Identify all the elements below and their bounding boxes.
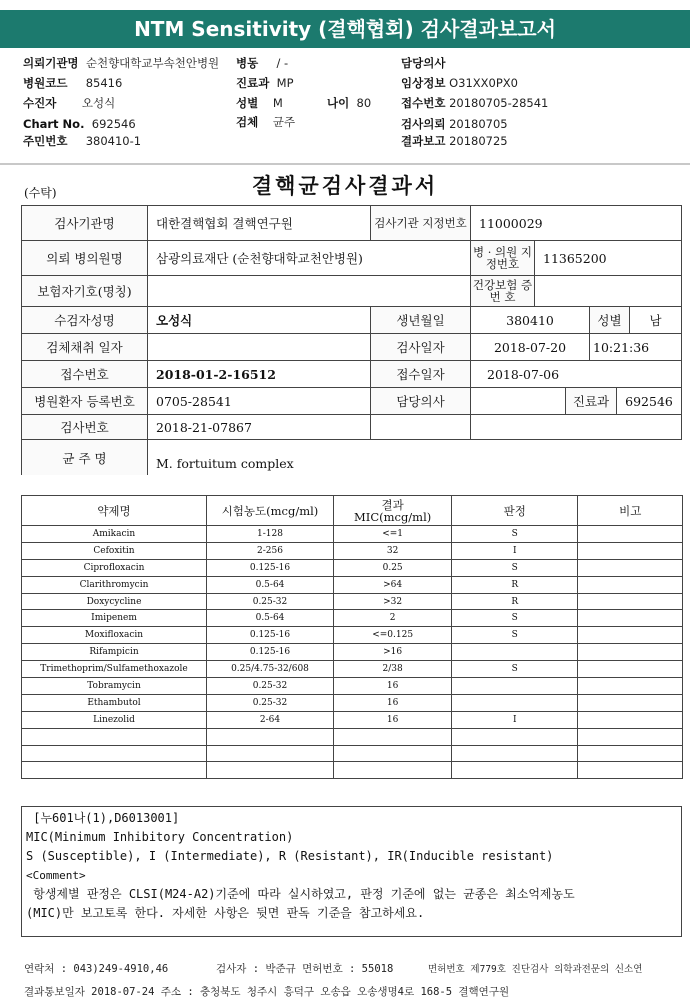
birth-label: 생년월일 [370, 306, 471, 334]
insurer-label: 보험자기호(명칭) [21, 275, 148, 307]
comment-code: [누601나(1),D6013001] [26, 811, 180, 825]
interpretation-cell [452, 745, 578, 762]
concentration-cell: 2-64 [207, 711, 334, 728]
interpretation-cell: S [452, 661, 578, 678]
test-date-label: 검사일자 [370, 333, 471, 361]
table-row [22, 745, 683, 762]
header-field-doctor: 담당의사 [401, 56, 446, 70]
table-row [22, 610, 683, 627]
hospital-value: 삼광의료재단 (순천향대학교천안병원) [147, 240, 471, 276]
mic-cell: <=1 [334, 526, 452, 543]
blank-cell-a [370, 414, 471, 440]
drug-name-cell: Amikacin [22, 526, 207, 543]
mic-cell [334, 728, 452, 745]
drug-name-cell: Moxifloxacin [22, 627, 207, 644]
footer-license: 면허번호 제779호 진단검사 의학과전문의 신소연 [428, 964, 643, 975]
test-time-value: 10:21:36 [589, 333, 682, 361]
col-header-mic: 결과 MIC(mcg/ml) [334, 496, 452, 526]
sex-value: 남 [629, 306, 682, 334]
col-header-remark: 비고 [578, 496, 683, 526]
remark-cell [578, 762, 683, 779]
remark-cell [578, 593, 683, 610]
table-row [22, 661, 683, 678]
mic-cell: <=0.125 [334, 627, 452, 644]
concentration-cell: 2-256 [207, 542, 334, 559]
header-field-chart-no: Chart No. 692546 [23, 117, 136, 131]
remark-cell [578, 627, 683, 644]
interpretation-cell: S [452, 627, 578, 644]
report-title-bar: NTM Sensitivity (결핵협회) 검사결과보고서 [0, 10, 690, 48]
mic-cell: >32 [334, 593, 452, 610]
col-header-interpretation: 판정 [452, 496, 578, 526]
remark-cell [578, 542, 683, 559]
concentration-cell [207, 762, 334, 779]
table-row [22, 627, 683, 644]
interpretation-cell [452, 694, 578, 711]
header-field-ward: 병동 / - [236, 56, 289, 70]
patient-value: 오성식 [147, 306, 371, 334]
footer-examiner: 검사자 : 박준규 면허번호 : 55018 [216, 963, 394, 975]
remark-cell [578, 711, 683, 728]
lab-name-value: 대한결핵협회 결핵연구원 [147, 205, 371, 241]
drug-name-cell: Imipenem [22, 610, 207, 627]
mic-cell [334, 745, 452, 762]
organism-label: 균 주 명 [21, 439, 148, 475]
header-field-age: 나이 80 [327, 96, 372, 110]
table-row [22, 542, 683, 559]
remark-cell [578, 661, 683, 678]
test-date-value: 2018-07-20 [470, 333, 590, 361]
interpretation-cell: I [452, 542, 578, 559]
interpretation-cell: S [452, 610, 578, 627]
table-row [22, 728, 683, 745]
dept-label: 진료과 [565, 387, 617, 415]
header-field-clinical-info: 임상정보 O31XX0PX0 [401, 76, 518, 90]
testno-label: 검사번호 [21, 414, 148, 440]
hospital-label: 의뢰 병의원명 [21, 240, 148, 276]
insurance-no-value [534, 275, 682, 307]
drug-name-cell [22, 728, 207, 745]
comment-note-1: 항생제별 판정은 CLSI(M24-A2)기준에 따라 실시하였고, 판정 기준에 없는 균종은 최소억제농도 [26, 887, 575, 901]
header-field-patient: 수진자 오성식 [23, 96, 116, 110]
collect-date-label: 검체채취 일자 [21, 333, 148, 361]
drug-name-cell: Linezolid [22, 711, 207, 728]
comment-mic-definition: MIC(Minimum Inhibitory Concentration) [26, 830, 294, 844]
remark-cell [578, 728, 683, 745]
birth-value: 380410 [470, 306, 590, 334]
receipt-date-label: 접수일자 [370, 360, 471, 388]
interpretation-cell: R [452, 593, 578, 610]
insurer-value [147, 275, 471, 307]
mic-cell: 2/38 [334, 661, 452, 678]
drug-name-cell [22, 745, 207, 762]
concentration-cell: 0.5-64 [207, 576, 334, 593]
table-row [22, 678, 683, 695]
header-field-request-date: 검사의뢰 20180705 [401, 117, 508, 131]
table-row [22, 559, 683, 576]
mic-cell: 32 [334, 542, 452, 559]
concentration-cell [207, 745, 334, 762]
comment-legend: S (Susceptible), I (Intermediate), R (Resistant), IR(Inducible resistant) [26, 849, 554, 863]
drug-name-cell: Trimethoprim/Sulfamethoxazole [22, 661, 207, 678]
lab-code-value: 11000029 [470, 205, 682, 241]
mic-cell: 16 [334, 694, 452, 711]
interpretation-cell [452, 644, 578, 661]
receipt-value: 2018-01-2-16512 [147, 360, 371, 388]
drug-sensitivity-table [21, 495, 683, 779]
interpretation-cell: S [452, 559, 578, 576]
remark-cell [578, 678, 683, 695]
table-row [22, 576, 683, 593]
remark-cell [578, 694, 683, 711]
concentration-cell [207, 728, 334, 745]
header-field-resident-no: 주민번호 380410-1 [23, 134, 142, 148]
col-header-concentration: 시험농도(mcg/ml) [207, 496, 334, 526]
interpretation-cell [452, 728, 578, 745]
remark-cell [578, 745, 683, 762]
header-field-specimen: 검체 균주 [236, 115, 296, 129]
lab-code-label: 검사기관 지정번호 [370, 205, 471, 241]
collect-date-value [147, 333, 371, 361]
remark-cell [578, 526, 683, 543]
header-field-facility: 의뢰기관명 순천향대학교부속천안병원 [23, 56, 220, 70]
table-header-row [22, 496, 683, 526]
table-row [22, 593, 683, 610]
concentration-cell: 0.25-32 [207, 678, 334, 695]
reg-no-label: 병원환자 등록번호 [21, 387, 148, 415]
drug-name-cell: Ciprofloxacin [22, 559, 207, 576]
table-row [22, 694, 683, 711]
interpretation-cell [452, 762, 578, 779]
concentration-cell: 0.25-32 [207, 694, 334, 711]
organism-value: M. fortuitum complex [147, 439, 682, 475]
concentration-cell: 0.125-16 [207, 627, 334, 644]
mic-cell [334, 762, 452, 779]
interpretation-cell [452, 678, 578, 695]
interpretation-cell: I [452, 711, 578, 728]
header-field-report-date: 결과보고 20180725 [401, 134, 508, 148]
concentration-cell: 0.125-16 [207, 644, 334, 661]
interpretation-cell: S [452, 526, 578, 543]
document-title: 결핵균검사결과서 [251, 173, 439, 198]
comment-heading: <Comment> [26, 869, 86, 882]
comment-box [21, 806, 682, 937]
concentration-cell: 1-128 [207, 526, 334, 543]
mic-cell: >64 [334, 576, 452, 593]
drug-name-cell: Doxycycline [22, 593, 207, 610]
mic-cell: 0.25 [334, 559, 452, 576]
drug-name-cell: Clarithromycin [22, 576, 207, 593]
table-row [22, 762, 683, 779]
doctor-label: 담당의사 [370, 387, 471, 415]
lab-name-label: 검사기관명 [21, 205, 148, 241]
remark-cell [578, 610, 683, 627]
table-row [22, 526, 683, 543]
drug-name-cell: Rifampicin [22, 644, 207, 661]
blank-cell-b [470, 414, 682, 440]
mic-cell: 2 [334, 610, 452, 627]
mic-cell: 16 [334, 711, 452, 728]
sex-label: 성별 [589, 306, 630, 334]
hospital-code-value: 11365200 [534, 240, 682, 276]
insurance-no-label: 건강보험 증 번 호 [470, 275, 535, 307]
table-row [22, 711, 683, 728]
remark-cell [578, 559, 683, 576]
footer-contact: 연락처 : 043)249-4910,46 [24, 963, 169, 975]
concentration-cell: 0.25-32 [207, 593, 334, 610]
remark-cell [578, 644, 683, 661]
receipt-label: 접수번호 [21, 360, 148, 388]
receipt-date-value: 2018-07-06 [470, 360, 682, 388]
testno-value: 2018-21-07867 [147, 414, 371, 440]
table-row [22, 644, 683, 661]
remark-cell [578, 576, 683, 593]
drug-name-cell [22, 762, 207, 779]
dept-value: 692546 [616, 387, 682, 415]
comment-note-2: (MIC)만 보고토록 한다. 자세한 사항은 뒷면 판독 기준을 참고하세요. [26, 906, 425, 920]
drug-name-cell: Ethambutol [22, 694, 207, 711]
section-divider [0, 163, 690, 165]
concentration-cell: 0.5-64 [207, 610, 334, 627]
col-header-drug: 약제명 [22, 496, 207, 526]
header-field-hospital-code: 병원코드 85416 [23, 76, 123, 90]
doctor-value [470, 387, 566, 415]
reg-no-value: 0705-28541 [147, 387, 371, 415]
consignment-mark: (수탁) [24, 186, 57, 200]
mic-cell: 16 [334, 678, 452, 695]
concentration-cell: 0.25/4.75-32/608 [207, 661, 334, 678]
concentration-cell: 0.125-16 [207, 559, 334, 576]
drug-name-cell: Tobramycin [22, 678, 207, 695]
footer-report-date: 결과통보일자 2018-07-24 주소 : 충청북도 청주시 흥덕구 오송읍 오송생명4로 168-5 결핵연구원 [24, 986, 510, 998]
hospital-code-label: 병 · 의원 지정번호 [470, 240, 535, 276]
header-field-receipt-no: 접수번호 20180705-28541 [401, 96, 549, 110]
header-field-dept: 진료과 MP [236, 76, 294, 90]
drug-name-cell: Cefoxitin [22, 542, 207, 559]
interpretation-cell: R [452, 576, 578, 593]
patient-label: 수검자성명 [21, 306, 148, 334]
mic-cell: >16 [334, 644, 452, 661]
header-field-sex: 성별 M [236, 96, 283, 110]
